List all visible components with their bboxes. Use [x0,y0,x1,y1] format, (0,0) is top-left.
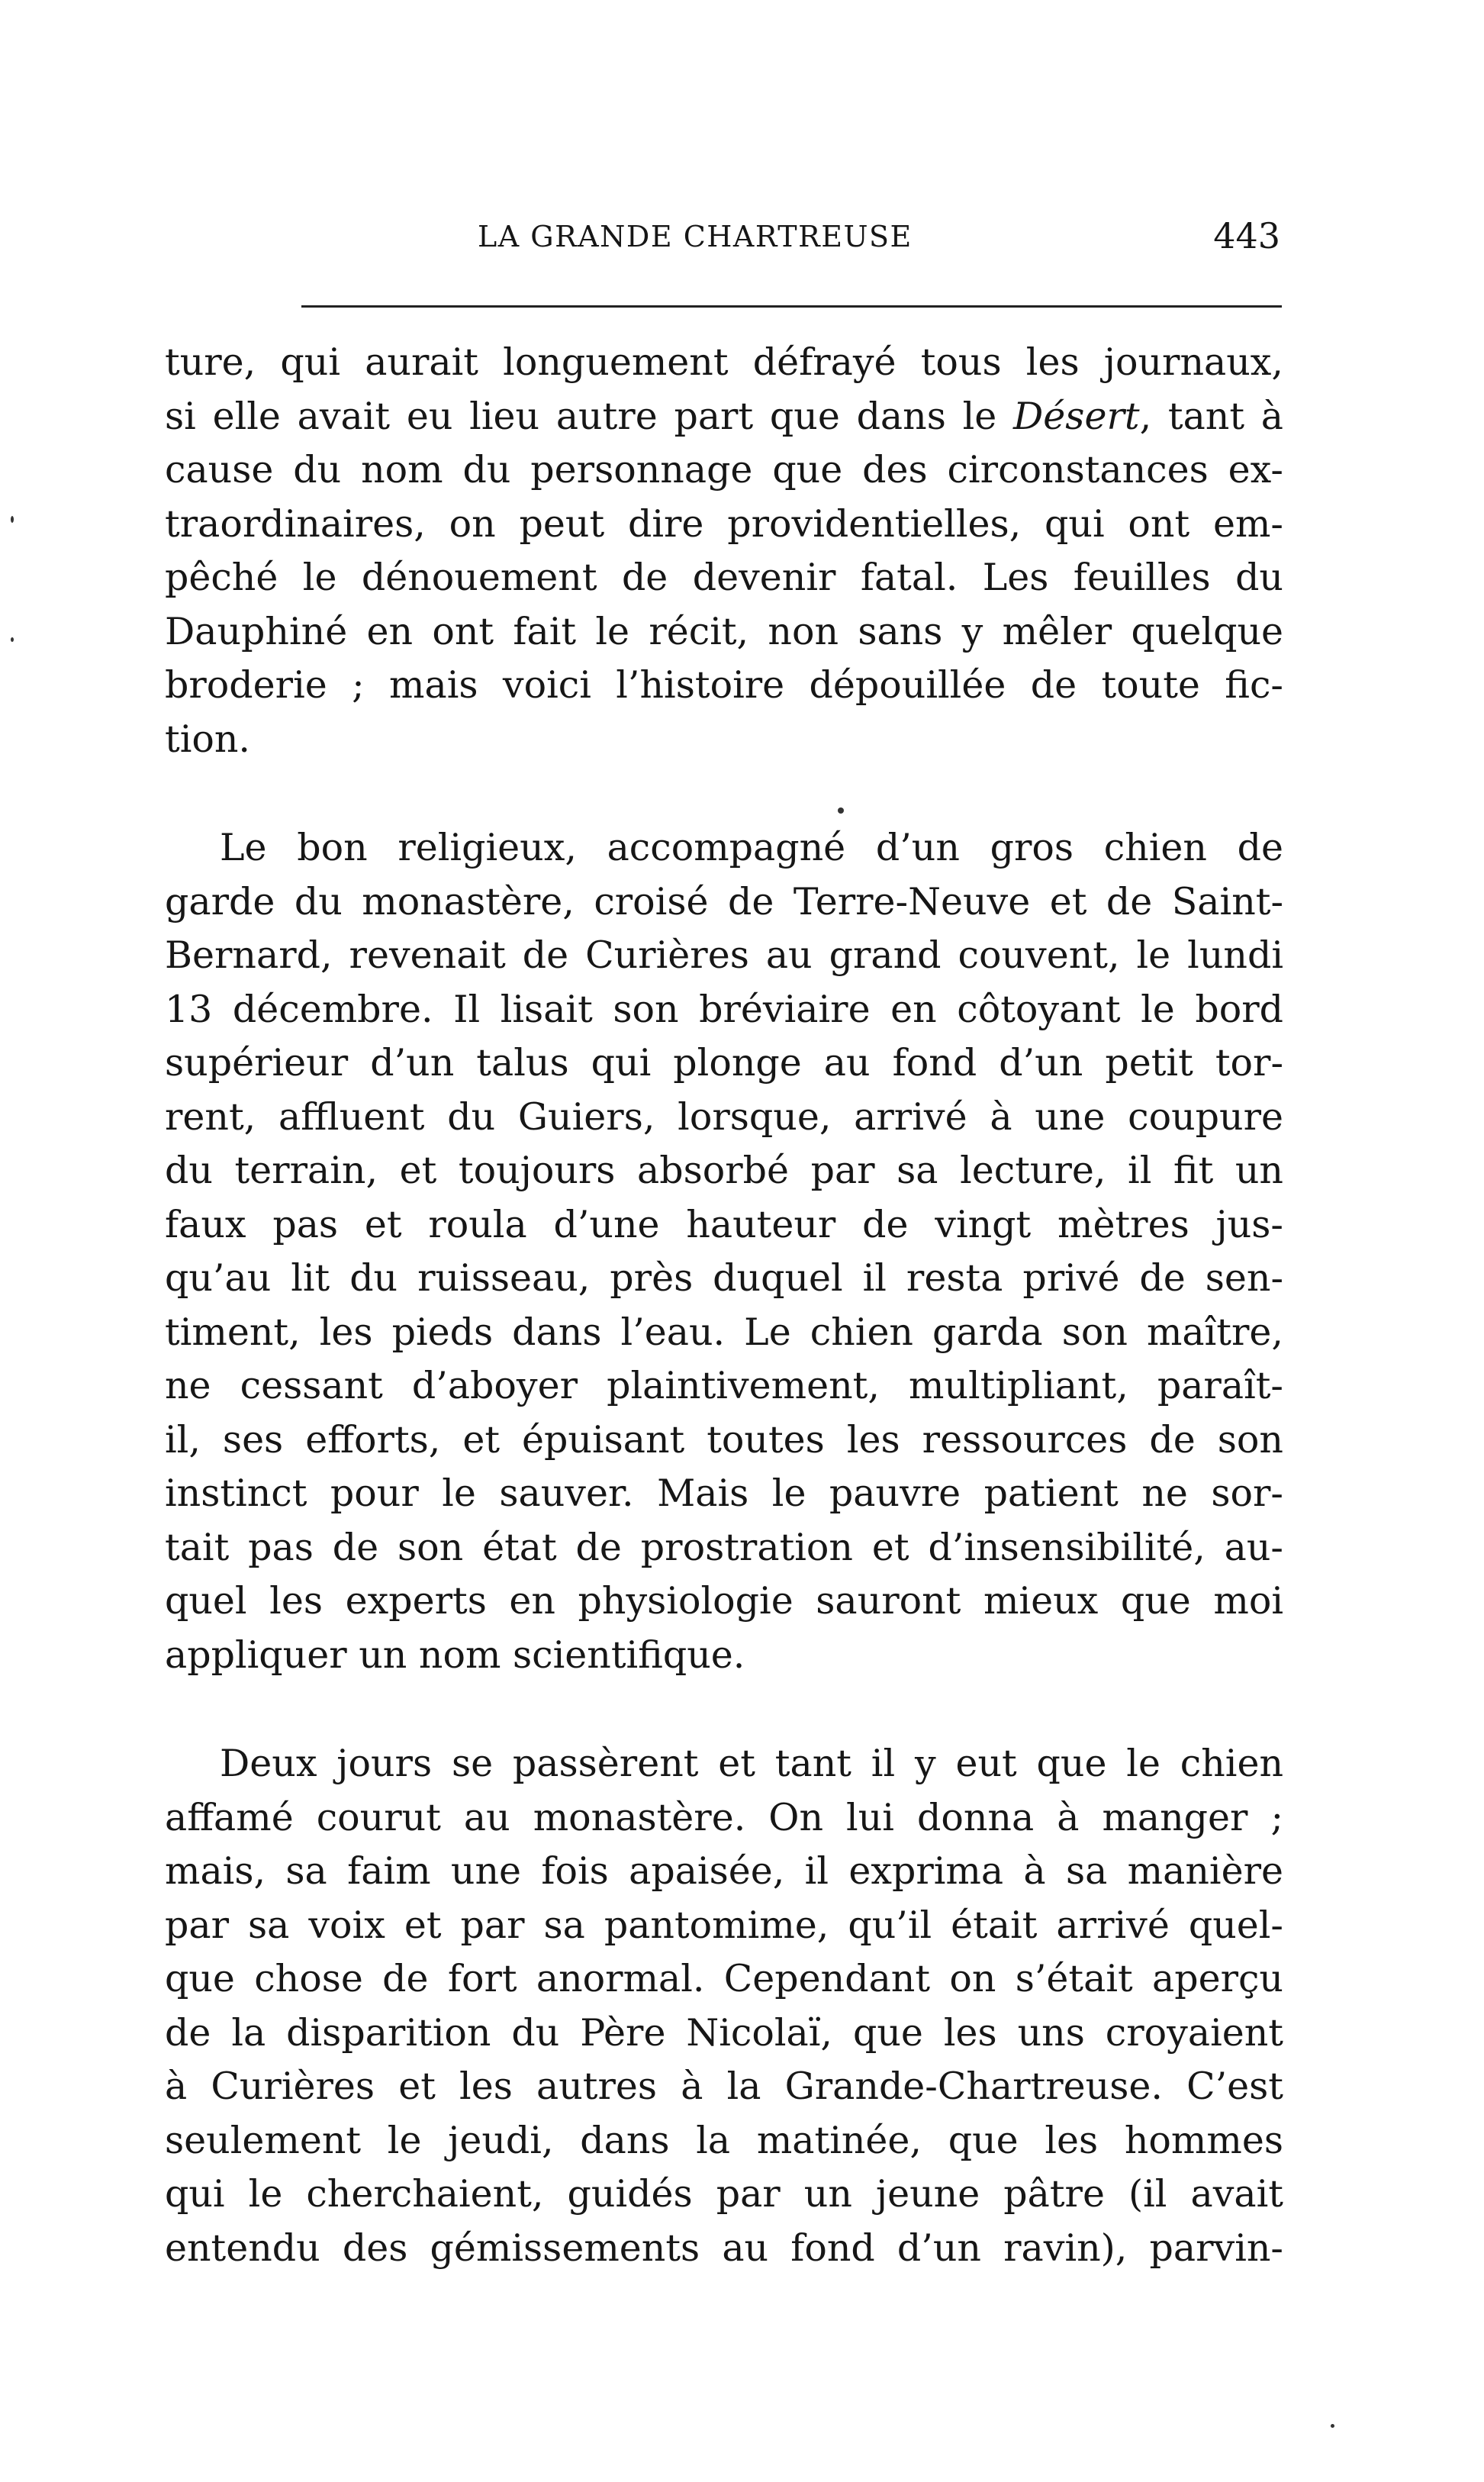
scan-speck [11,516,14,523]
text-line: tait pas de son état de prostration et d’insensibilité, au- [165,1525,1283,1569]
paragraph-2 [165,821,1283,1682]
text-line: affamé courut au monastère. On lui donna à manger ; [165,1795,1283,1839]
text-line: supérieur d’un talus qui plonge au fond d’un petit tor- [165,1041,1283,1085]
text-line: Dauphiné en ont fait le récit, non sans y mêler quelque [165,609,1283,653]
text-line: rent, affluent du Guiers, lorsque, arrivé à une coupure [165,1094,1283,1139]
page-number: 443 [1213,215,1280,256]
text-line: 13 décembre. Il lisait son bréviaire en côtoyant le bord [165,987,1283,1031]
text-line: Le bon religieux, accompagné d’un gros chien de [220,826,1283,869]
text-line: garde du monastère, croisé de Terre-Neuve et de Saint- [165,879,1283,923]
body-text [165,336,1283,2275]
text-line: quel les experts en physiologie sauront mieux que moi [165,1579,1283,1623]
scan-speck [11,637,14,642]
text-line: du terrain, et toujours absorbé par sa lecture, il fit un [165,1149,1283,1192]
text-line: entendu des gémissements au fond d’un ravin), parvin- [165,2226,1283,2270]
text-line: Deux jours se passèrent et tant il y eut que le chien [220,1742,1283,1785]
text-line: si elle avait eu lieu autre part que dans le Désert, tant à [165,394,1283,438]
text-line: seulement le jeudi, dans la matinée, que les hommes [165,2118,1283,2162]
running-head [166,215,1280,276]
text-line: qu’au lit du ruisseau, près duquel il resta privé de sen- [165,1256,1283,1300]
text-line: timent, les pieds dans l’eau. Le chien garda son maître, [165,1310,1283,1354]
paragraph-gap [165,766,1283,821]
text-line: tion. [165,717,250,761]
text-line: qui le cherchaient, guidés par un jeune pâtre (il avait [165,2172,1283,2216]
scan-speck [838,807,844,814]
text-line: appliquer un nom scientifique. [165,1633,745,1677]
text-line: il, ses efforts, et épuisant toutes les ressources de son [165,1417,1283,1462]
italic-word: Désert [1013,394,1140,438]
paragraph-gap [165,1682,1283,1737]
text-line: à Curières et les autres à la Grande-Chartreuse. C’est [165,2065,1283,2108]
text-line: broderie ; mais voici l’histoire dépouillée de toute fic- [165,663,1283,707]
scan-speck [1331,2424,1334,2428]
text-line: cause du nom du personnage que des circonstances ex- [165,448,1283,492]
header-rule [301,305,1282,308]
text-line: par sa voix et par sa pantomime, qu’il était arrivé quel- [165,1903,1283,1947]
paragraph-1 [165,336,1283,766]
text-line: que chose de fort anormal. Cependant on s’était aperçu [165,1957,1283,2000]
text-line: Bernard, revenait de Curières au grand couvent, le lundi [165,933,1283,977]
text-line: mais, sa faim une fois apaisée, il exprima à sa manière [165,1849,1283,1893]
text-line: traordinaires, on peut dire providentielles, qui ont em- [165,501,1283,546]
text-line: faux pas et roula d’une hauteur de vingt mètres jus- [165,1202,1283,1246]
text-line: instinct pour le sauver. Mais le pauvre patient ne sor- [165,1471,1283,1515]
text-line: ne cessant d’aboyer plaintivement, multipliant, paraît- [165,1364,1283,1407]
paragraph-3 [165,1737,1283,2275]
text-line: pêché le dénouement de devenir fatal. Les feuilles du [165,556,1283,599]
running-title: LA GRANDE CHARTREUSE [478,220,913,253]
text-line: ture, qui aurait longuement défrayé tous les journaux, [165,340,1283,384]
text-line: de la disparition du Père Nicolaï, que les uns croyaient [165,2010,1283,2055]
